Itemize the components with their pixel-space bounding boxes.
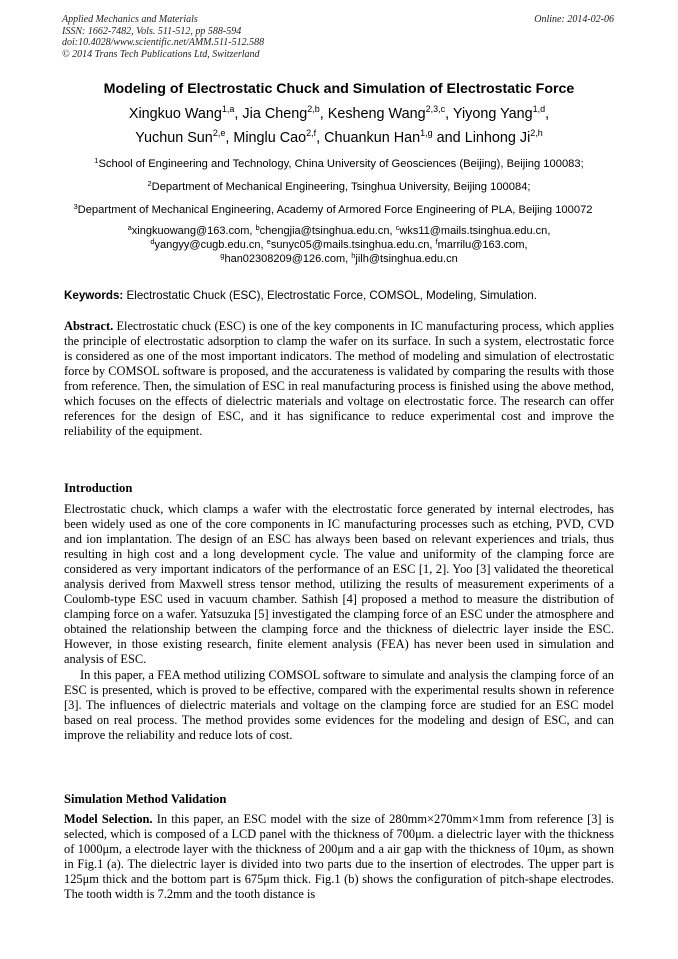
model-selection-text: In this paper, an ESC model with the size of 280mm×270mm×1mm from reference [3] is selected, which is composed of a LCD panel with the thickness of 700μm. a dielectric layer with the thickness of 1000μm, a electrode layer with the thickness of 200μm and a air gap with the thickness of 10μm, as shown in Fig.1 (a). The dielectric layer is divided into two parts due to the insertion of electrodes. The upper part is 125μm thick and the bottom part is 675μm thick. Fig.1 (b) shows the configuration of pitch-shape electrodes. The tooth width is 7.2mm and the tooth distance is [64,812,615,902]
affiliation-text: Department of Mechanical Engineering, Academy of Armored Force Engineering of PLA, Beijing 100072 [77,204,593,216]
affiliation-sup: 2 [147,179,152,188]
author-name: Jia Cheng [242,106,308,122]
affiliation-sup: 1 [94,156,99,165]
author-sup: 2,h [530,128,543,138]
journal-copyright: © 2014 Trans Tech Publications Ltd, Switzerland [62,48,260,60]
introduction-heading: Introduction [64,481,133,495]
model-selection-label: Model Selection. [64,812,153,826]
abstract [64,319,614,439]
author-sup: 2,b [307,104,320,114]
email-link[interactable]: xingkuowang@163.com [131,225,250,237]
journal-header [62,14,264,60]
affiliation-text: School of Engineering and Technology, China University of Geosciences (Beijing), Beijing 100083; [98,158,584,170]
email-link[interactable]: marrilu@163.com [437,239,525,251]
author-name: Kesheng Wang [327,106,426,122]
email-link[interactable]: han02308209@126.com [224,253,346,265]
author-name: Linhong Ji [464,130,531,146]
simulation-heading: Simulation Method Validation [64,792,227,806]
introduction-paragraph-2: In this paper, a FEA method utilizing COMSOL software to simulate and analysis the clamping force of an ESC is presented, which is proved to be effective, compared with the experimental results shown in reference [3]. The influences of dielectric materials and voltage on the clamping force are studied for an ESC model based on real process. The method provides some evidences for the modeling and design of ESC, and can improve the reliability and reduce lots of cost. [64,667,614,742]
author-sup: 1,d [532,104,546,114]
paper-title: Modeling of Electrostatic Chuck and Simulation of Electrostatic Force [103,81,575,97]
email-line-1: $^a$xingkuowang@163.com, $^b$chengjia@tsinghua.edu.cn, $^c$wks11@mails.tsinghua.edu.cn, [127,223,551,237]
journal-doi[interactable]: doi:10.4028/www.scientific.net/AMM.511-512.588 [62,37,265,48]
email-link[interactable]: jilh@tsinghua.edu.cn [355,253,458,265]
introduction-paragraph-1: Electrostatic chuck, which clamps a wafer with the electrostatic force generated by internal electrodes, has been widely used as one of the core components in IC manufacturing processes such as etching, PVD, CVD and ion implantation. The design of an ESC has always been based on relevant experiences and trials, thus resulting in high cost and a long development cycle. The value and uniformity of the clamping force are considered as very important indicators of the performance of an ESC [1, 2]. Yoo [3] validated the theoretical analysis derived from Maxwell stress tensor method, utilizing the results of measurement experiments of a Coulomb-type ESC used in vacuum chamber. Sathish [4] proposed a method to measure the distribution of clamping force on a wafer. Yatsuzuka [5] investigated the clamping force of an ESC under the atmosphere and obtained the relationship between the clamping force and the thickness of dielectric layer inside the ESC. However, in those existing research, finite element analysis (FEA) has never been used in simulation and analysis of ESC. [64,502,614,667]
author-name: Yuchun Sun [135,130,213,146]
email-sup: h [351,251,356,260]
author-sup: 2,f [306,128,317,138]
keywords-label: Keywords: [64,289,124,302]
introduction-body [64,502,614,743]
email-sup: b [255,223,260,232]
email-sup: c [395,223,400,232]
affiliation-text: Department of Mechanical Engineering, Tsinghua University, Beijing 100084; [151,181,531,193]
keywords-text: Electrostatic Chuck (ESC), Electrostatic Force, COMSOL, Modeling, Simulation. [126,289,537,302]
journal-issn: ISSN: 1662-7482, Vols. 511-512, pp 588-594 [62,25,242,37]
affiliation-sup: 3 [73,202,78,211]
author-name: Xingkuo Wang [128,106,222,122]
online-date: Online: 2014-02-06 [534,14,614,25]
author-name: Chuankun Han [324,130,421,146]
email-sup: e [266,237,271,246]
author-name: Minglu Cao [233,130,307,146]
affiliation-2 [0,181,678,193]
keywords [64,289,624,302]
email-sup: g [220,251,225,260]
author-sup: 1,g [420,128,433,138]
affiliation-1 [0,158,678,170]
abstract-label: Abstract. [64,319,114,333]
author-sup: 2,3,c [425,104,446,114]
email-link[interactable]: yangyy@cugb.edu.cn [154,239,261,251]
affiliation-3 [0,204,672,216]
author-sup: 1,a [221,104,235,114]
email-link[interactable]: chengjia@tsinghua.edu.cn [259,225,390,237]
abstract-text: Electrostatic chuck (ESC) is one of the key components in IC manufacturing process, which applies the principle of electrostatic adsorption to clamp the wafer on its surface. In such a system, electrostatic force is considered as one of the most important indicators. The method of modeling and simulation of electrostatic force by COMSOL software is proposed, and the accurateness is validated by comparing the results with those from reference. Then, the simulation of ESC in real manufacturing process is finished using the above method, which focuses on the effects of dielectric materials and voltage on electrostatic force. The research can offer references for the design of ESC, and it has significance to reduce experimental cost and improve the reliability of the equipment. [64,319,614,439]
model-selection [64,812,614,902]
author-name: Yiyong Yang [452,106,533,122]
email-line-3: $^g$han02308209@126.com, $^h$jilh@tsinghua.edu.cn [220,251,458,265]
email-sup: a [127,223,132,232]
email-link[interactable]: wks11@mails.tsinghua.edu.cn [399,225,548,237]
email-sup: f [435,237,438,246]
journal-name: Applied Mechanics and Materials [62,14,198,25]
author-line-2: Yuchun Sun$^{2,e}$, Minglu Cao$^{2,f}$, Chuankun Han$^{1,g}$ and Linhong Ji$^{2,h}$ [135,128,543,146]
author-sup: 2,e [212,128,226,138]
email-link[interactable]: sunyc05@mails.tsinghua.edu.cn [270,239,430,251]
email-line-2: $^d$yangyy@cugb.edu.cn, $^e$sunyc05@mails.tsinghua.edu.cn, $^f$marrilu@163.com, [150,237,528,251]
email-sup: d [150,237,155,246]
author-line-1: Xingkuo Wang$^{1,a}$, Jia Cheng$^{2,b}$, Kesheng Wang$^{2,3,c}$, Yiyong Yang$^{1,d}$, [128,104,550,122]
